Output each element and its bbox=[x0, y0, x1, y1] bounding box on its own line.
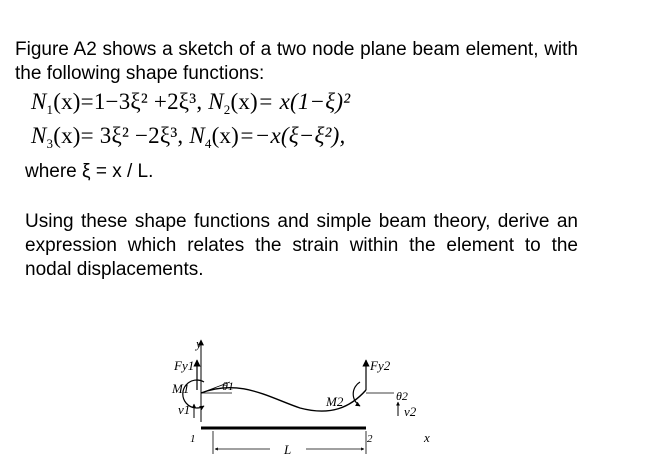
n3-expression: = 3ξ² −2ξ³ bbox=[80, 123, 178, 148]
n2-subscript: 2 bbox=[223, 102, 231, 117]
length-label: L bbox=[284, 442, 292, 457]
n4-argument: (x) bbox=[211, 123, 239, 148]
task-paragraph: Using these shape functions and simple beam theory, derive an expression which relates the strain within the element to the nodal displacements. bbox=[25, 211, 578, 280]
n1-subscript: 1 bbox=[46, 102, 54, 117]
shape-functions-line-1: $N_1(x)=1-3\xi^2 +2\xi^3$, $N_2(x)= x(1-\xi)^2$ bbox=[31, 89, 351, 117]
n4-expression: =−x(ξ−ξ²), bbox=[239, 123, 346, 148]
n1-symbol: N bbox=[31, 89, 47, 114]
n4-symbol: N bbox=[189, 123, 205, 148]
y-axis-label: y bbox=[196, 336, 202, 351]
n4-subscript: 4 bbox=[204, 136, 212, 151]
n1-expression: =1−3ξ² +2ξ³ bbox=[80, 89, 197, 114]
fy2-label: Fy2 bbox=[370, 358, 391, 373]
m2-arc bbox=[353, 382, 360, 406]
n3-argument: (x) bbox=[53, 123, 81, 148]
shape-functions-line-2: $N_3(x)= 3\xi^2 -2\xi^3$, $N_4(x)=-x(\xi-\xi^2)$, bbox=[31, 123, 346, 151]
beam-element-sketch bbox=[160, 318, 450, 460]
theta2-label: θ2 bbox=[396, 389, 408, 403]
fy1-label: Fy1 bbox=[174, 358, 195, 373]
xi-definition: where ξ = x / L. bbox=[25, 161, 154, 182]
m1-label: M1 bbox=[172, 381, 190, 396]
n3-subscript: 3 bbox=[46, 136, 54, 151]
intro-paragraph: Figure A2 shows a sketch of a two node plane beam element, with the following shape functions: bbox=[15, 39, 578, 84]
v1-label: v1 bbox=[178, 402, 191, 417]
node2-label: 2 bbox=[367, 433, 373, 445]
n2-expression: = x(1−ξ)² bbox=[257, 89, 351, 114]
n1-argument: (x) bbox=[53, 89, 81, 114]
node1-label: 1 bbox=[190, 433, 196, 445]
n3-symbol: N bbox=[31, 123, 47, 148]
theta1-label: θ1 bbox=[222, 379, 234, 393]
v2-label: v2 bbox=[404, 404, 417, 419]
x-axis-label: x bbox=[424, 430, 430, 445]
n2-argument: (x) bbox=[230, 89, 258, 114]
m2-label: M2 bbox=[326, 394, 344, 409]
n2-symbol: N bbox=[208, 89, 224, 114]
